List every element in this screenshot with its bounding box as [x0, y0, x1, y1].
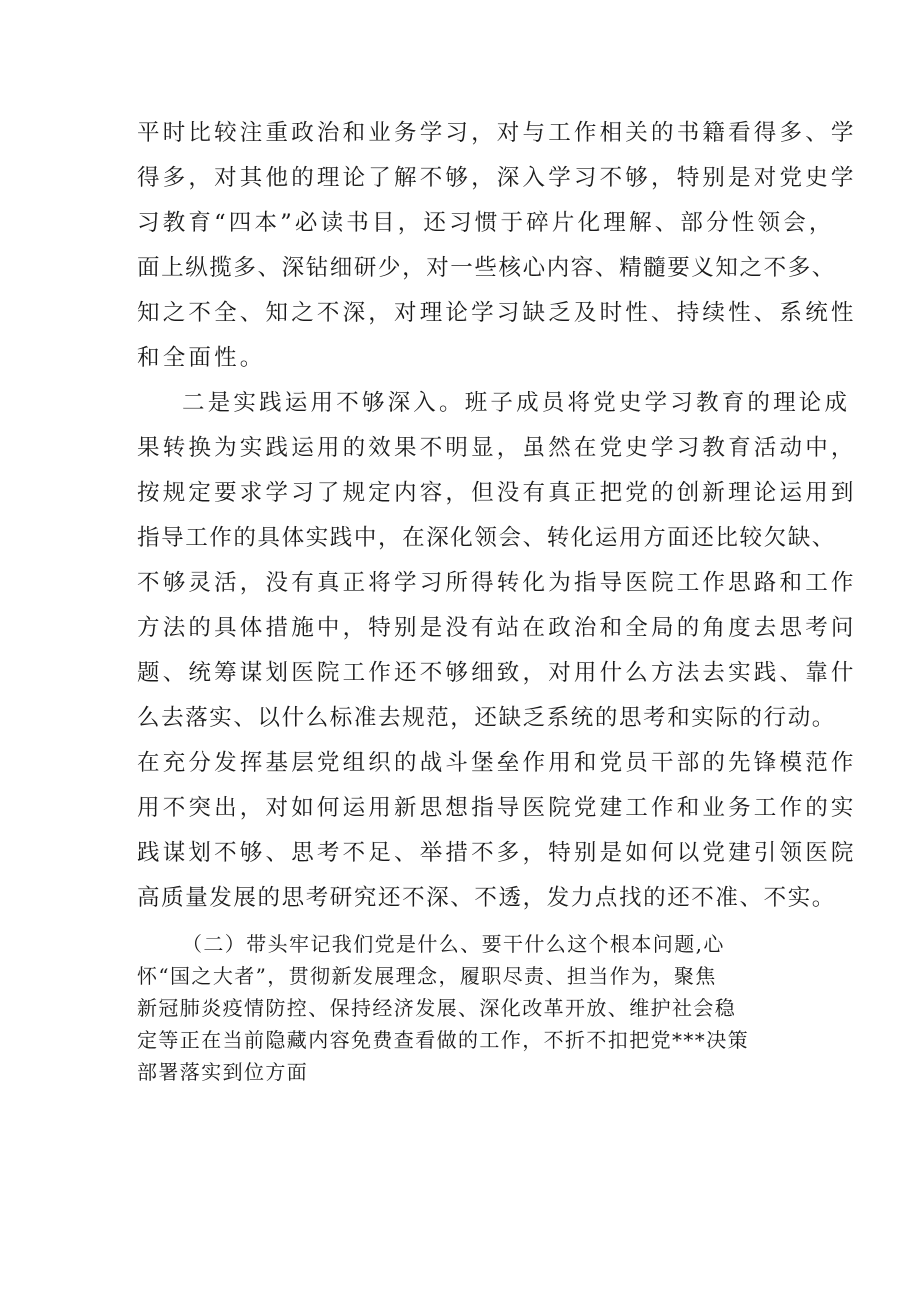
- paragraph2-line-1: 二是实践运用不够深入。班子成员将党史学习教育的理论成: [182, 390, 851, 416]
- paragraph2-line-7: 题、统筹谋划医院工作还不够细致，对用什么方法去实践、靠什: [137, 660, 857, 686]
- paragraph1-line-2: 得多，对其他的理论了解不够，深入学习不够，特别是对党史学: [137, 165, 857, 191]
- paragraph2-line-10: 用不突出，对如何运用新思想指导医院党建工作和业务工作的实: [137, 795, 857, 821]
- paragraph3-line-3: 新冠肺炎疫情防控、保持经济发展、深化改革开放、维护社会稳: [137, 996, 737, 1020]
- paragraph1-line-1: 平时比较注重政治和业务学习，对与工作相关的书籍看得多、学: [137, 120, 857, 146]
- paragraph2-line-8: 么去落实、以什么标准去规范，还缺乏系统的思考和实际的行动。: [137, 705, 836, 731]
- paragraph2-line-9: 在充分发挥基层党组织的战斗堡垒作用和党员干部的先锋模范作: [137, 750, 857, 776]
- paragraph1-line-3: 习教育“四本”必读书目，还习惯于碎片化理解、部分性领会，: [137, 210, 835, 236]
- paragraph3-line-1: （二）带头牢记我们党是什么、要干什么这个根本问题,心: [182, 932, 725, 956]
- paragraph2-line-6: 方法的具体措施中，特别是没有站在政治和全局的角度去思考问: [137, 615, 857, 641]
- paragraph2-line-4: 指导工作的具体实践中，在深化领会、转化运用方面还比较欠缺、: [137, 525, 836, 551]
- paragraph1-line-6: 和全面性。: [137, 345, 266, 371]
- paragraph2-line-3: 按规定要求学习了规定内容，但没有真正把党的创新理论运用到: [137, 480, 857, 506]
- paragraph1-line-4: 面上纵揽多、深钻细研少，对一些核心内容、精髓要义知之不多、: [137, 255, 836, 281]
- paragraph3-line-4: 定等正在当前隐藏内容免费查看做的工作，不折不扣把党***决策: [137, 1028, 749, 1052]
- paragraph2-line-12: 高质量发展的思考研究还不深、不透，发力点找的还不准、不实。: [137, 885, 836, 911]
- paragraph2-line-2: 果转换为实践运用的效果不明显，虽然在党史学习教育活动中，: [137, 435, 857, 461]
- paragraph3-line-2: 怀“国之大者”，贯彻新发展理念，履职尽责、担当作为，聚焦: [137, 964, 717, 988]
- paragraph1-line-5: 知之不全、知之不深，对理论学习缺乏及时性、持续性、系统性: [137, 300, 857, 326]
- paragraph2-line-5: 不够灵活，没有真正将学习所得转化为指导医院工作思路和工作: [137, 570, 857, 596]
- paragraph3-line-5: 部署落实到位方面: [137, 1060, 309, 1084]
- paragraph2-line-11: 践谋划不够、思考不足、举措不多，特别是如何以党建引领医院: [137, 840, 857, 866]
